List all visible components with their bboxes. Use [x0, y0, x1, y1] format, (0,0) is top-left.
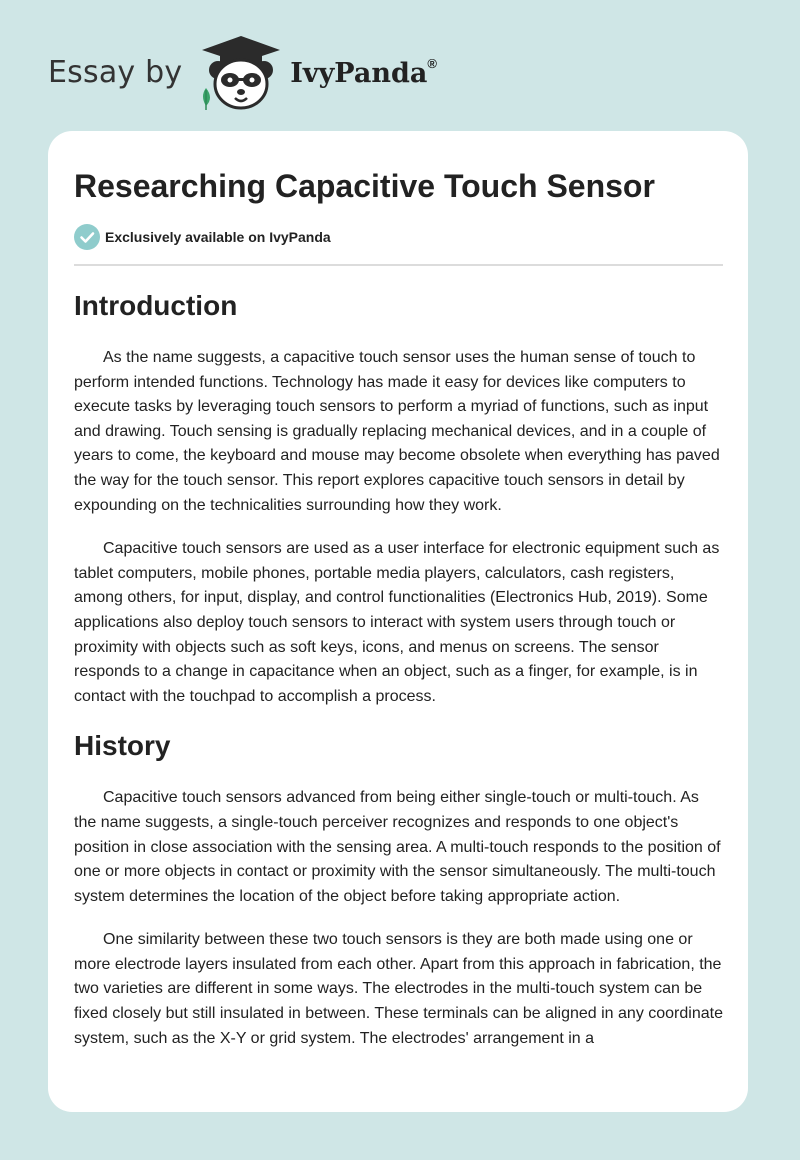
section-heading-introduction: Introduction: [74, 290, 238, 321]
brand-text: IvyPanda: [290, 57, 428, 89]
paragraph: Capacitive touch sensors advanced from being either single-touch or multi-touch. As the name suggests, a single-touch perceiver recognizes and responds to one object's position in close association with the sensing area. A multi-touch responds to the position of one or more objects in contact or proximity with the sensor simultaneously. The multi-touch system determines the location of the object before taking appropriate action.: [74, 789, 721, 905]
paragraph: Capacitive touch sensors are used as a user interface for electronic equipment such as tablet computers, mobile phones, portable media players, calculators, cash registers, among others, for input, display, and control functionalities (Electronics Hub, 2019). Some applications also deploy touch sensors to interact with system users through touch or proximity with objects such as soft keys, icons, and menus on screens. The sensor responds to a change in capacitance when an object, such as a finger, for example, is in contact with the touchpad to accomplish a process.: [74, 540, 720, 705]
essay-by-label: Essay by: [48, 54, 183, 90]
exclusive-badge-label: Exclusively available on IvyPanda: [105, 229, 331, 245]
exclusive-badge: [74, 224, 722, 250]
paragraph: As the name suggests, a capacitive touch sensor uses the human sense of touch to perform intended functions. Technology has made it easy for devices like computers to execute tasks by leveraging touch sensors to perform a myriad of functions, such as input and drawing. Touch sensing is gradually replacing mechanical devices, and in a couple of years to come, the keyboard and mouse may become obsolete when everything has paved the way for the touch sensor. This report explores capacitive touch sensors in detail by expounding on the technicalities surrounding how they work.: [74, 349, 720, 514]
registered-mark: ®: [427, 55, 437, 71]
title-divider: [74, 264, 723, 266]
panda-logo-icon[interactable]: [196, 30, 286, 114]
section-heading-history: History: [74, 730, 171, 762]
check-circle-icon: [74, 224, 100, 250]
paragraph: One similarity between these two touch sensors is they are both made using one or more electrode layers insulated from each other. Apart from this approach in fabrication, the two varieties are different in some ways. The electrodes in the multi-touch system can be fixed closely but still insulated in between. These terminals can be aligned in any coordinate system, such as the X-Y or grid system. The electrodes' arrangement in a: [74, 931, 723, 1047]
site-header: [48, 30, 508, 114]
brand-name[interactable]: [290, 56, 437, 89]
article-title: Researching Capacitive Touch Sensor: [74, 168, 655, 204]
article-card: [48, 131, 748, 1112]
